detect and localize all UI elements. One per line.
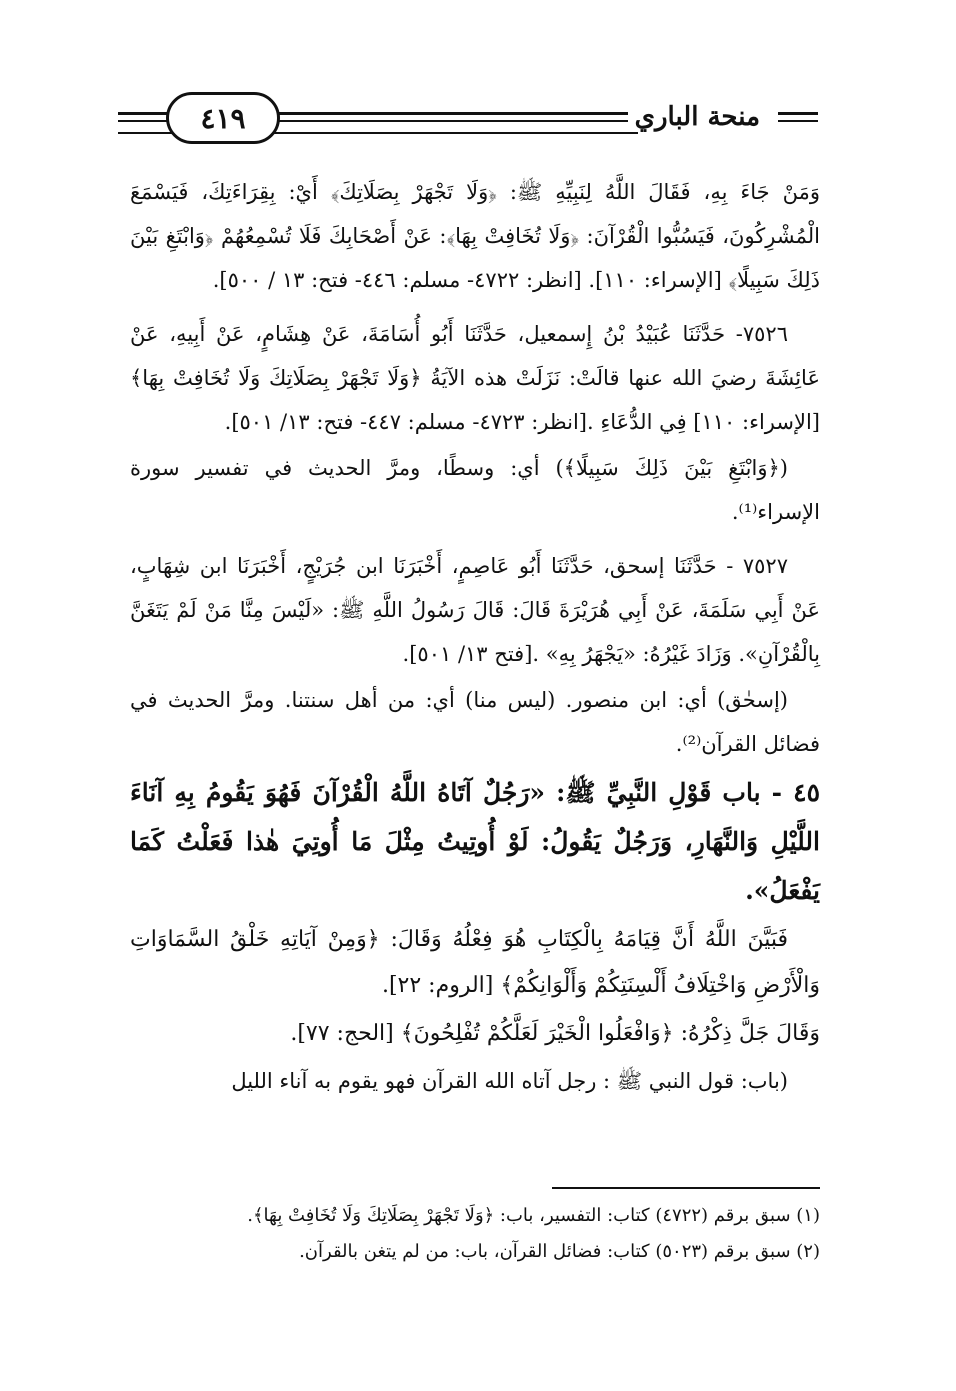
- chapter-heading: ٤٥ - باب قَوْلِ النَّبِيِّ ﷺ: «رَجُلٌ آتَاهُ اللَّهُ الْقُرْآنَ فَهُوَ يَقُومُ بِهِ آنَاءَ اللَّيْلِ وَالنَّهَارِ، وَرَجُلٌ يَقُولُ: لَوْ أُوتِيتُ مِثْلَ مَا أُوتِيَ هٰذا فَعَلْتُ كَمَا يَفْعَلُ».: [130, 778, 820, 905]
- chapter-commentary: (باب: قول النبي ﷺ : رجل آتاه الله القرآن فهو يقوم به آناء الليل: [231, 1069, 788, 1093]
- header-rule-right-top: [778, 112, 818, 115]
- main-text: [130, 170, 820, 1105]
- page-number: ٤١٩: [200, 101, 246, 135]
- header-rule-middle: [268, 120, 628, 122]
- footnote-divider: [552, 1187, 820, 1189]
- book-title: منحة الباري: [634, 102, 760, 132]
- header-rule-right-middle: [778, 120, 818, 122]
- paragraph-continuation: وَمَنْ جَاءَ بِهِ، فَقَالَ اللَّهُ لِنَبِيِّهِ ﷺ: ﴿وَلَا تَجْهَرْ بِصَلَاتِكَ﴾ أَيْ: بِقِرَاءَتِكَ، فَيَسْمَعَ الْمُشْرِكُونَ، فَيَسُبُّوا الْقُرْآنَ: ﴿وَلَا تُخَافِتْ بِهَا﴾: عَنْ أَصْحَابِكَ فَلَا تُسْمِعُهُمْ ﴿وَابْتَغِ بَيْنَ ذَلِكَ سَبِيلًا﴾ [الإسراء: ١١٠]. [انظر: ٤٧٢٢- مسلم: ٤٤٦- فتح: ١٣ / ٥٠٠].: [130, 180, 820, 292]
- footnote-1: (١) سبق برقم (٤٧٢٢) كتاب: التفسير، باب: ﴿وَلَا تَجْهَرْ بِصَلَاتِكَ وَلَا تُخَافِتْ بِهَا﴾.: [247, 1205, 820, 1226]
- page-header: [118, 92, 818, 154]
- footnotes: [130, 1198, 820, 1270]
- page-number-badge: [166, 92, 280, 144]
- commentary-7526: (﴿وَابْتَغِ بَيْنَ ذَلِكَ سَبِيلًا﴾) أي: وسطًا، ومرَّ الحديث في تفسير سورة الإسراء⁽¹⁾.: [130, 456, 820, 524]
- chapter-text-2: وَقَالَ جَلَّ ذِكْرُهُ: ﴿وَافْعَلُوا الْخَيْرَ لَعَلَّكُمْ تُفْلِحُونَ﴾ [الحج: ٧٧].: [290, 1021, 820, 1046]
- header-rule-top: [268, 112, 628, 115]
- hadith-7527: ٧٥٢٧ - حَدَّثَنَا إسحق، حَدَّثَنَا أَبُو عَاصِمٍ، أَخْبَرَنَا ابن جُرَيْجٍ، أَخْبَرَنَا ابن شِهَابٍ، عَنْ أَبِي سَلَمَةَ، عَنْ أَبِي هُرَيْرَةَ قَالَ: قَالَ رَسُولُ اللَّهِ ﷺ: «لَيْسَ مِنَّا مَنْ لَمْ يَتَغَنَّ بِالْقُرْآنِ». وَزَادَ غَيْرُهُ: «يَجْهَرُ بِهِ» .[فتح ١٣/ ٥٠١].: [130, 554, 820, 666]
- commentary-7527: (إسحٰق) أي: ابن منصور. (ليس منا) أي: من أهل سنتنا. ومرَّ الحديث في فضائل القرآن⁽²⁾.: [130, 688, 820, 756]
- chapter-text-1: فَبَيَّنَ اللَّهُ أَنَّ قِيَامَهُ بِالْكِتَابِ هُوَ فِعْلُهُ وَقَالَ: ﴿وَمِنْ آيَاتِهِ خَلْقُ السَّمَاوَاتِ وَالْأَرْضِ وَاخْتِلَافُ أَلْسِنَتِكُمْ وَأَلْوَانِكُمْ﴾ [الروم: ٢٢].: [130, 927, 820, 998]
- footnote-2: (٢) سبق برقم (٥٠٢٣) كتاب: فضائل القرآن، باب: من لم يتغن بالقرآن.: [299, 1241, 820, 1262]
- hadith-7526: ٧٥٢٦- حَدَّثَنَا عُبَيْدُ بْنُ إِسمعيل، حَدَّثَنَا أَبُو أُسَامَةَ، عَنْ هِشَامٍ، عَنْ أَبِيهِ، عَنْ عَائِشَةَ رضيَ الله عنها قالَتْ: نَزَلَتْ هذه الآيَةُ ﴿وَلَا تَجْهَرْ بِصَلَاتِكَ وَلَا تُخَافِتْ بِهَا﴾ [الإسراء: ١١٠] فِي الدُّعَاءِ .[انظر: ٤٧٢٣- مسلم: ٤٤٧- فتح: ١٣/ ٥٠١].: [130, 322, 820, 434]
